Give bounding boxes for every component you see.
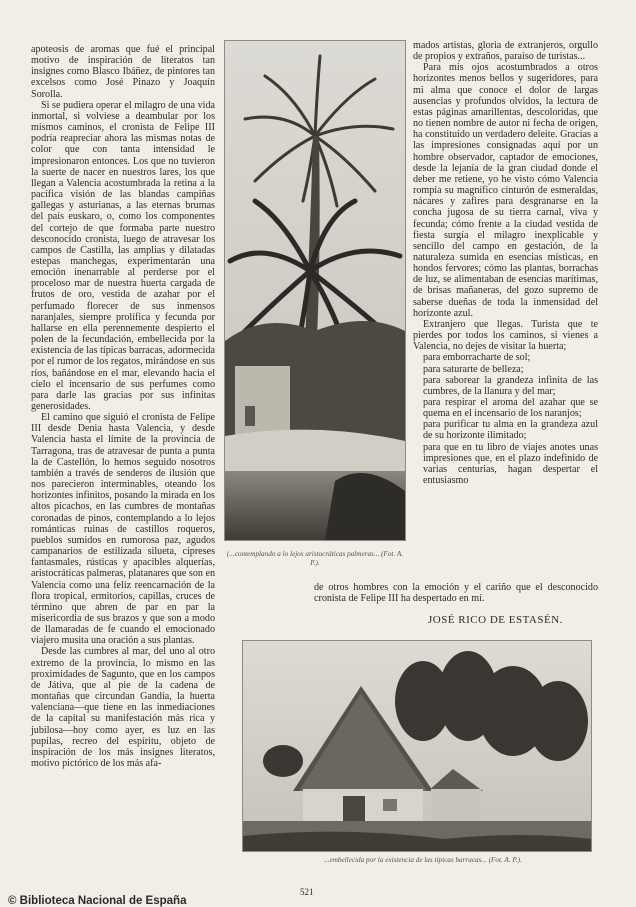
paragraph: para saturarte de belleza;	[423, 363, 524, 375]
text-column-right	[413, 40, 598, 486]
paragraph: para que en tu libro de viajes anotes unas impresiones que, en el plazo indefinido de varias centurias, hagan despertar el entusiasmo	[423, 441, 598, 487]
paragraph: apoteosis de aromas que fué el principal motivo de inspiración de literatos tan insignes como Blasco Ibáñez, de pintores tan excelsos como José Pinazo y Joaquín Sorolla.	[31, 44, 215, 100]
paragraph: para saborear la grandeza infinita de las cumbres, de la llanura y del mar;	[423, 374, 598, 397]
paragraph: El camino que siguió el cronista de Felipe III desde Denia hasta Valencia, y desde Valencia hasta el límite de la provincia de Tarragona, tras de atravesar de punta a punta la de Castellón, lo hemos seguido nosotros también a través de senderos de ilusión que nos parecieron interminables, oteando los horizontes infinitos, posando la mirada en los altos picachos, en las cumbres de montañas coronadas de pinos, contemplando a lo lejos románticas ruinas de castillos roqueros, pueblos sumidos en rumorosa paz, agudos campanarios de estilizada silueta, cipreses fantasmales, rústicas y apacibles alquerías, aristocráticas palmeras, platanares que son en Valencia como una feliz reencarnación de la flora tropical, ermitorios, capillas, cruces de término que abren de par en par la misericordia de sus brazos y que son a modo de llamaradas de fe cuando el emocionado viajero musita una oración a sus plantas.	[31, 412, 215, 647]
photo-caption: ...embellecida por la existencia de las típicas barracas... (Fot. A. P.).	[324, 856, 522, 864]
paragraph: para emborracharte de sol;	[423, 352, 531, 364]
paragraph: para purificar tu alma en la grandeza azul de su horizonte ilimitado;	[423, 419, 598, 442]
text-column-left	[31, 44, 215, 769]
text-column-continuation	[314, 582, 598, 604]
palm-tree-photo	[224, 40, 406, 541]
library-watermark: © Biblioteca Nacional de España	[8, 895, 187, 907]
paragraph: Extranjero que llegas. Turista que te pierdes por todos los caminos, si vienes a Valencia, no dejes de visitar la huerta;	[413, 318, 598, 353]
barraca-photo	[242, 640, 592, 852]
paragraph: Para mis ojos acostumbrados a otros horizontes menos bellos y sugeridores, para mi alma que conoce el dolor de largas ausencias y profundos olvidos, la lectura de estas páginas amarillentas, descoloridas, que no tienen nombre de autor ni fecha de origen, ha constituído un verdadero deleite. Gracias a las impresiones consignadas aquí por un hombre observador, captador de emociones, desde la lejanía de la gran ciudad donde el deber me retiene, yo he visto cómo Valencia rompía su magnífico cinturón de esmeraldas, nácares y zafires para desgranarse en la concha jugosa de su tierra carnal, viva y fecunda; cómo frente a la ciudad vestida de fiesta surgía el milagro inexplicable y sencillo del campo en gestación, de la naturaleza sumida en esencias místicas, en hondos fervores; cómo las plantas, borrachas de luz, se alimentaban de esencias marítimas, de brisas mañaneras, del gozo supremo de saberse dueñas de toda la inmensidad del horizonte azul.	[413, 62, 598, 319]
photo-caption: (...contemplando a lo lejos aristocráticas palmeras... (Fot. A. P.).	[226, 550, 404, 567]
author-signature: JOSÉ RICO DE ESTASÉN.	[428, 614, 563, 626]
paragraph: de otros hombres con la emoción y el cariño que el desconocido cronista de Felipe III ha despertado en mí.	[314, 582, 598, 605]
paragraph: Si se pudiera operar el milagro de una vida inmortal, si volviese a deambular por los mismos caminos, el cronista de Felipe III podría reapreciar ahora las mismas notas de color que con tanta intensidad le impresionaron entonces. Los que no tuvieron la suerte de nacer en nuestros lares, los que llegan a Valencia acostumbrada la retina a la pacífica visión de las blandas campiñas gallegas y asturianas, a las eternas brumas del país euskaro, o, como los componentes del cortejo de que formaba parte nuestro desconocido cronista, luego de atravesar los campos de Castilla, las amplias y dilatadas estepas manchegas, experimentarán una emoción inenarrable al perderse por el proceloso mar de nuestra huerta cargada de frutos de oro, vestida de azahar por el perfumado florecer de sus inmensos naranjales, siempre prolífica y fecunda por hallarse en ella perennemente despierto el polen de la fecundación, embellecida por la existencia de las típicas barracas, adormecida por el rumor de los regatos, mirándose en sus ríos, bañándose en el mar, elevando hacia el cielo el incensario de sus perfumes como para darle las gracias por sus infinitas generosidades.	[31, 99, 215, 412]
paragraph: para respirar el aroma del azahar que se quema en el incensario de los naranjos;	[423, 397, 598, 420]
paragraph: Desde las cumbres al mar, del uno al otro extremo de la provincia, lo mismo en las proximidades de Sagunto, que en los campos de Játiva, que al pie de la cadena de montañas que circundan Gandía, la huerta valenciana—que tiene en las inmediaciones de la capital su manifestación más rica y jubilosa—hoy como ayer, es luz en las pupilas, recreo del espíritu, objeto de inspiración de los más insignes literatos, motivo pictórico de los más afa-	[31, 646, 215, 769]
page-number: 521	[300, 887, 314, 897]
paragraph: mados artistas, gloria de extranjeros, orgullo de propios y extraños, paraíso de turistas...	[413, 40, 598, 63]
